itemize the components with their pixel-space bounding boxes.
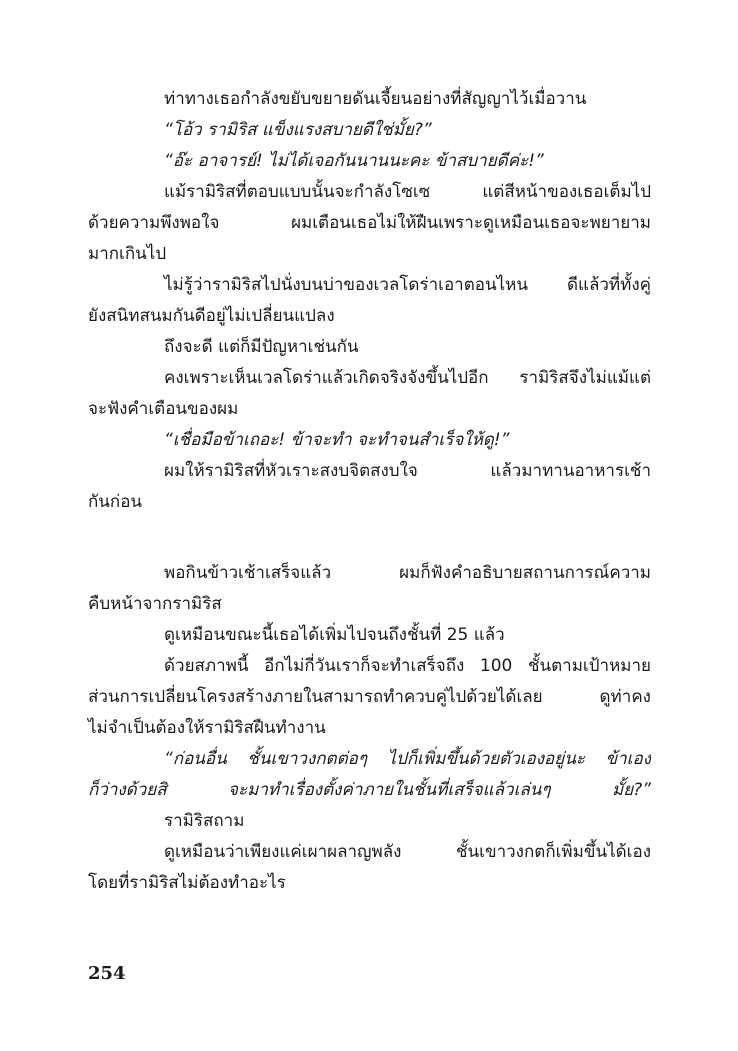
text-line: คงเพราะเห็นเวลโดร่าแล้วเกิดจริงจังขึ้นไปอีก รามิริสจึงไม่แม้แต่ [164, 368, 651, 388]
dialogue-line: ก็ว่างด้วยสิ จะมาทำเรื่องตั้งค่าภายในชั้นที่เสร็จแล้วเล่นๆ มั้ย?” [88, 780, 651, 800]
text-line: ท่าทางเธอกำลังขยับขยายดันเจี้ยนอย่างที่สัญญาไว้เมื่อวาน [164, 89, 587, 109]
text-line: ส่วนการเปลี่ยนโครงสร้างภายในสามารถทำควบคู่ไปด้วยได้เลย ดูท่าคง [88, 687, 651, 707]
text-line: ด้วยความพึงพอใจ ผมเตือนเธอไม่ให้ฝืนเพราะดูเหมือนเธอจะพยายาม [88, 213, 651, 233]
text-line: มากเกินไป [88, 244, 167, 264]
text-line: ถึงจะดี แต่ก็มีปัญหาเช่นกัน [164, 337, 359, 357]
text-line: จะฟังคำเตือนของผม [88, 399, 239, 419]
dialogue-line: “โอ้ว รามิริส แข็งแรงสบายดีใช่มั้ย?” [164, 120, 432, 140]
text-line: ดูเหมือนขณะนี้เธอได้เพิ่มไปจนถึงชั้นที่ 25 แล้ว [164, 625, 505, 645]
text-line: กันก่อน [88, 492, 143, 512]
dialogue-line: “อ๊ะ อาจารย์! ไม่ได้เจอกันนานนะคะ ข้าสบายดีค่ะ!” [164, 151, 544, 171]
dialogue-line: “ก่อนอื่น ชั้นเขาวงกตต่อๆ ไปก็เพิ่มขึ้นด้วยตัวเองอยู่นะ ข้าเอง [164, 749, 651, 769]
text-line: รามิริสถาม [164, 811, 245, 831]
dialogue-line: “เชื่อมือข้าเถอะ! ข้าจะทำ จะทำจนสำเร็จให้ดู!” [164, 430, 510, 450]
text-line: ไม่จำเป็นต้องให้รามิริสฝืนทำงาน [88, 718, 326, 738]
book-page-body [88, 84, 651, 899]
text-line: ยังสนิทสนมกันดีอยู่ไม่เปลี่ยนแปลง [88, 306, 335, 326]
text-line: ด้วยสภาพนี้ อีกไม่กี่วันเราก็จะทำเสร็จถึง 100 ชั้นตามเป้าหมาย [164, 656, 651, 676]
text-line: แม้รามิริสที่ตอบแบบนั้นจะกำลังโซเซ แต่สีหน้าของเธอเต็มไป [164, 182, 651, 202]
text-line: โดยที่รามิริสไม่ต้องทำอะไร [88, 873, 286, 893]
text-line: คืบหน้าจากรามิริส [88, 594, 222, 614]
page-number: 254 [88, 963, 126, 984]
text-line: พอกินข้าวเช้าเสร็จแล้ว ผมก็ฟังคำอธิบายสถานการณ์ความ [164, 563, 651, 583]
text-line: ผมให้รามิริสที่หัวเราะสงบจิตสงบใจ แล้วมาทานอาหารเช้า [164, 461, 651, 481]
section-break [88, 518, 651, 558]
text-line: ไม่รู้ว่ารามิริสไปนั่งบนบ่าของเวลโดร่าเอาตอนไหน ดีแล้วที่ทั้งคู่ [164, 275, 651, 295]
text-line: ดูเหมือนว่าเพียงแค่เผาผลาญพลัง ชั้นเขาวงกตก็เพิ่มขึ้นได้เอง [164, 842, 651, 862]
